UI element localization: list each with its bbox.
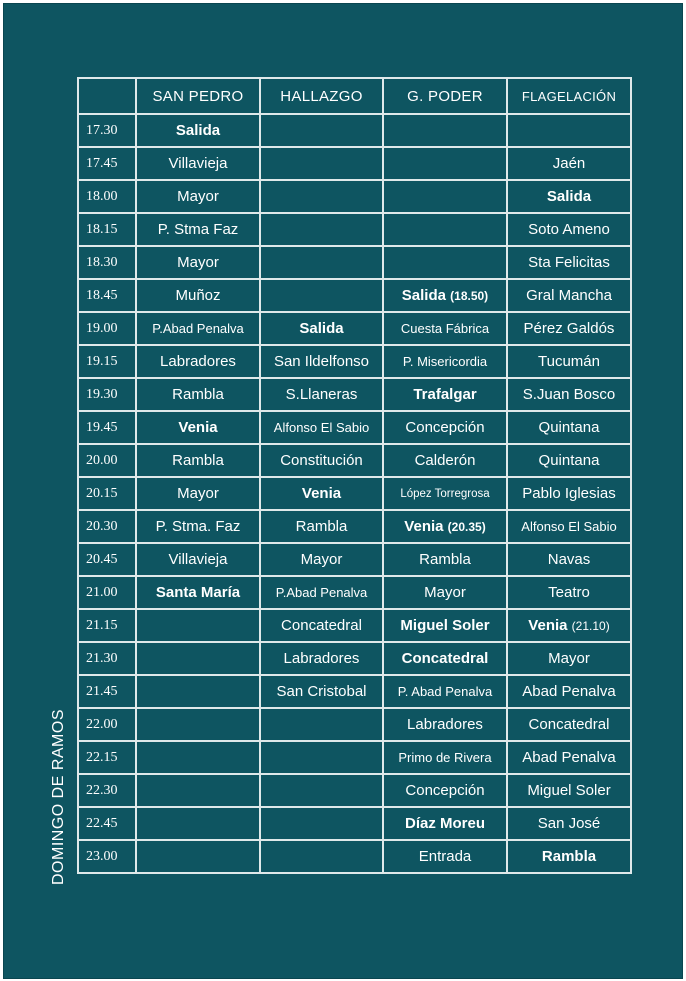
cell-san-pedro <box>136 213 260 246</box>
cell-g-poder <box>383 477 507 510</box>
time-cell: 21.45 <box>78 675 136 708</box>
cell-hallazgo <box>260 180 383 213</box>
cell-hallazgo <box>260 708 383 741</box>
time-note: (21.10) <box>571 619 610 633</box>
cell-text: Cuesta Fábrica <box>400 321 490 336</box>
cell-text: Teatro <box>548 584 590 601</box>
cell-g-poder <box>383 213 507 246</box>
cell-g-poder <box>383 807 507 840</box>
cell-g-poder <box>383 345 507 378</box>
cell-san-pedro <box>136 378 260 411</box>
cell-flagelacion <box>507 609 631 642</box>
cell-text: Santa María <box>155 584 241 601</box>
header-g-poder: G. PODER <box>383 78 507 114</box>
time-cell: 19.30 <box>78 378 136 411</box>
cell-hallazgo <box>260 807 383 840</box>
cell-flagelacion <box>507 807 631 840</box>
table-row <box>78 279 631 312</box>
cell-text: Abad Penalva <box>522 683 616 700</box>
cell-text: P. Misericordia <box>402 354 488 369</box>
cell-text: P.Abad Penalva <box>275 585 368 600</box>
time-cell: 21.15 <box>78 609 136 642</box>
cell-text: Miguel Soler <box>400 617 490 634</box>
cell-san-pedro <box>136 312 260 345</box>
table-row <box>78 609 631 642</box>
table-row <box>78 477 631 510</box>
cell-hallazgo <box>260 741 383 774</box>
cell-text: Labradores <box>407 716 483 733</box>
cell-g-poder <box>383 147 507 180</box>
table-row <box>78 807 631 840</box>
cell-g-poder <box>383 411 507 444</box>
table-row <box>78 345 631 378</box>
cell-g-poder <box>383 114 507 147</box>
cell-g-poder <box>383 180 507 213</box>
table-row <box>78 180 631 213</box>
cell-text: Trafalgar <box>413 386 477 403</box>
cell-g-poder <box>383 708 507 741</box>
cell-flagelacion <box>507 840 631 873</box>
cell-text: Navas <box>547 551 591 568</box>
cell-g-poder <box>383 246 507 279</box>
cell-hallazgo <box>260 411 383 444</box>
cell-hallazgo <box>260 279 383 312</box>
cell-text: Concepción <box>405 782 485 799</box>
cell-text: P.Abad Penalva <box>152 321 244 336</box>
cell-flagelacion <box>507 675 631 708</box>
cell-hallazgo <box>260 345 383 378</box>
cell-flagelacion <box>507 246 631 279</box>
cell-san-pedro <box>136 279 260 312</box>
cell-flagelacion <box>507 576 631 609</box>
header-flagelacion: FLAGELACIÓN <box>507 78 631 114</box>
time-cell: 22.45 <box>78 807 136 840</box>
cell-text: San Ildelfonso <box>273 353 370 370</box>
time-cell: 17.30 <box>78 114 136 147</box>
cell-g-poder <box>383 609 507 642</box>
header-hallazgo: HALLAZGO <box>260 78 383 114</box>
cell-text: Soto Ameno <box>528 221 610 238</box>
cell-san-pedro <box>136 114 260 147</box>
cell-text: Pablo Iglesias <box>522 485 616 502</box>
cell-text: Salida <box>299 320 344 337</box>
cell-g-poder <box>383 741 507 774</box>
cell-g-poder <box>383 774 507 807</box>
cell-flagelacion <box>507 378 631 411</box>
time-cell: 18.00 <box>78 180 136 213</box>
table-row <box>78 543 631 576</box>
cell-text: Jaén <box>552 155 586 172</box>
cell-text: Sta Felicitas <box>528 254 610 271</box>
table-row <box>78 576 631 609</box>
cell-flagelacion <box>507 444 631 477</box>
cell-g-poder <box>383 378 507 411</box>
cell-san-pedro <box>136 642 260 675</box>
cell-text: Venia <box>404 518 444 535</box>
cell-text: Mayor <box>424 584 466 601</box>
table-row <box>78 213 631 246</box>
time-cell: 20.15 <box>78 477 136 510</box>
table-row <box>78 444 631 477</box>
cell-flagelacion <box>507 477 631 510</box>
cell-text: Miguel Soler <box>527 782 611 799</box>
cell-hallazgo <box>260 675 383 708</box>
cell-text: Muñoz <box>175 287 221 304</box>
cell-text: Tucumán <box>538 353 600 370</box>
cell-san-pedro <box>136 609 260 642</box>
table-row <box>78 114 631 147</box>
cell-text: Villavieja <box>168 551 228 568</box>
cell-hallazgo <box>260 246 383 279</box>
cell-text: Mayor <box>177 254 219 271</box>
cell-text: San José <box>537 815 601 832</box>
cell-text: Calderón <box>414 452 476 469</box>
cell-text: Primo de Rivera <box>398 750 492 765</box>
cell-san-pedro <box>136 840 260 873</box>
time-cell: 18.30 <box>78 246 136 279</box>
cell-san-pedro <box>136 576 260 609</box>
cell-text: Quintana <box>538 419 600 436</box>
cell-text: Salida <box>401 287 446 304</box>
cell-text: P. Abad Penalva <box>397 684 493 699</box>
cell-text: Alfonso El Sabio <box>273 420 370 435</box>
cell-san-pedro <box>136 477 260 510</box>
cell-hallazgo <box>260 543 383 576</box>
cell-g-poder <box>383 543 507 576</box>
cell-hallazgo <box>260 576 383 609</box>
cell-text: Labradores <box>283 650 360 667</box>
cell-flagelacion <box>507 708 631 741</box>
cell-g-poder <box>383 510 507 543</box>
cell-hallazgo <box>260 312 383 345</box>
cell-text: Venia <box>178 419 218 436</box>
header-time <box>78 78 136 114</box>
cell-san-pedro <box>136 246 260 279</box>
cell-flagelacion <box>507 312 631 345</box>
cell-hallazgo <box>260 444 383 477</box>
cell-text: Venia <box>301 485 342 502</box>
header-row <box>78 78 631 114</box>
side-title: DOMINGO DE RAMOS <box>50 708 67 885</box>
cell-text: Rambla <box>172 452 224 469</box>
cell-g-poder <box>383 675 507 708</box>
cell-flagelacion <box>507 213 631 246</box>
cell-text: Abad Penalva <box>522 749 616 766</box>
cell-text: Venia <box>528 617 568 634</box>
cell-flagelacion <box>507 741 631 774</box>
cell-flagelacion <box>507 510 631 543</box>
cell-text: Alfonso El Sabio <box>521 519 617 534</box>
cell-text: Constitución <box>280 452 363 469</box>
table-row <box>78 642 631 675</box>
time-cell: 22.30 <box>78 774 136 807</box>
table-row <box>78 675 631 708</box>
cell-text: Concepción <box>405 419 485 436</box>
cell-text: Pérez Galdós <box>523 320 615 337</box>
time-cell: 21.00 <box>78 576 136 609</box>
cell-hallazgo <box>260 642 383 675</box>
cell-hallazgo <box>260 840 383 873</box>
cell-text: Mayor <box>177 485 219 502</box>
table-row <box>78 741 631 774</box>
cell-hallazgo <box>260 609 383 642</box>
cell-hallazgo <box>260 147 383 180</box>
cell-text: Quintana <box>538 452 600 469</box>
cell-g-poder <box>383 444 507 477</box>
time-cell: 20.45 <box>78 543 136 576</box>
cell-flagelacion <box>507 345 631 378</box>
cell-flagelacion <box>507 642 631 675</box>
cell-text: Díaz Moreu <box>404 815 485 832</box>
cell-text: Concatedral <box>281 617 362 634</box>
cell-text: P. Stma Faz <box>157 221 239 238</box>
table-row <box>78 378 631 411</box>
table-row <box>78 774 631 807</box>
time-cell: 21.30 <box>78 642 136 675</box>
cell-san-pedro <box>136 543 260 576</box>
cell-san-pedro <box>136 741 260 774</box>
cell-text: Villavieja <box>168 155 228 172</box>
cell-flagelacion <box>507 411 631 444</box>
cell-g-poder <box>383 840 507 873</box>
cell-text: Salida <box>175 122 221 139</box>
table-row <box>78 246 631 279</box>
time-cell: 18.15 <box>78 213 136 246</box>
cell-san-pedro <box>136 675 260 708</box>
cell-flagelacion <box>507 147 631 180</box>
cell-san-pedro <box>136 180 260 213</box>
time-cell: 17.45 <box>78 147 136 180</box>
table-row <box>78 147 631 180</box>
cell-san-pedro <box>136 807 260 840</box>
cell-hallazgo <box>260 774 383 807</box>
cell-san-pedro <box>136 708 260 741</box>
header-san-pedro: SAN PEDRO <box>136 78 260 114</box>
table-row <box>78 510 631 543</box>
cell-text: Rambla <box>419 551 471 568</box>
cell-text: Mayor <box>300 551 343 568</box>
cell-text: Mayor <box>177 188 219 205</box>
cell-flagelacion <box>507 279 631 312</box>
cell-g-poder <box>383 312 507 345</box>
table-row <box>78 411 631 444</box>
schedule-table <box>77 77 632 874</box>
cell-text: Concatedral <box>401 650 489 667</box>
cell-text: S.Juan Bosco <box>522 386 616 403</box>
cell-text: San Cristobal <box>276 683 367 700</box>
cell-g-poder <box>383 279 507 312</box>
cell-san-pedro <box>136 345 260 378</box>
table-row <box>78 840 631 873</box>
time-cell: 18.45 <box>78 279 136 312</box>
cell-flagelacion <box>507 543 631 576</box>
cell-san-pedro <box>136 510 260 543</box>
time-cell: 20.30 <box>78 510 136 543</box>
cell-flagelacion <box>507 114 631 147</box>
cell-text: Rambla <box>172 386 224 403</box>
cell-text: Mayor <box>548 650 590 667</box>
cell-hallazgo <box>260 477 383 510</box>
schedule-body <box>78 114 631 873</box>
cell-text: Concatedral <box>528 716 610 733</box>
cell-g-poder <box>383 576 507 609</box>
cell-san-pedro <box>136 147 260 180</box>
cell-text: P. Stma. Faz <box>155 518 241 535</box>
cell-san-pedro <box>136 444 260 477</box>
cell-text: Rambla <box>295 518 348 535</box>
time-note: (20.35) <box>447 520 486 534</box>
cell-text: Labradores <box>160 353 236 370</box>
time-cell: 19.45 <box>78 411 136 444</box>
cell-hallazgo <box>260 213 383 246</box>
time-note: (18.50) <box>450 289 489 303</box>
time-cell: 23.00 <box>78 840 136 873</box>
time-cell: 22.00 <box>78 708 136 741</box>
time-cell: 19.00 <box>78 312 136 345</box>
cell-hallazgo <box>260 114 383 147</box>
time-cell: 22.15 <box>78 741 136 774</box>
cell-san-pedro <box>136 411 260 444</box>
cell-flagelacion <box>507 774 631 807</box>
time-cell: 19.15 <box>78 345 136 378</box>
time-cell: 20.00 <box>78 444 136 477</box>
cell-hallazgo <box>260 510 383 543</box>
cell-text: Rambla <box>541 848 597 865</box>
cell-text: S.Llaneras <box>285 386 358 403</box>
table-row <box>78 312 631 345</box>
cell-flagelacion <box>507 180 631 213</box>
cell-hallazgo <box>260 378 383 411</box>
cell-text: Entrada <box>418 848 472 865</box>
cell-text: Gral Mancha <box>526 287 612 304</box>
cell-text: Salida <box>546 188 592 205</box>
cell-san-pedro <box>136 774 260 807</box>
cell-g-poder <box>383 642 507 675</box>
table-row <box>78 708 631 741</box>
cell-text: López Torregrosa <box>400 487 490 500</box>
